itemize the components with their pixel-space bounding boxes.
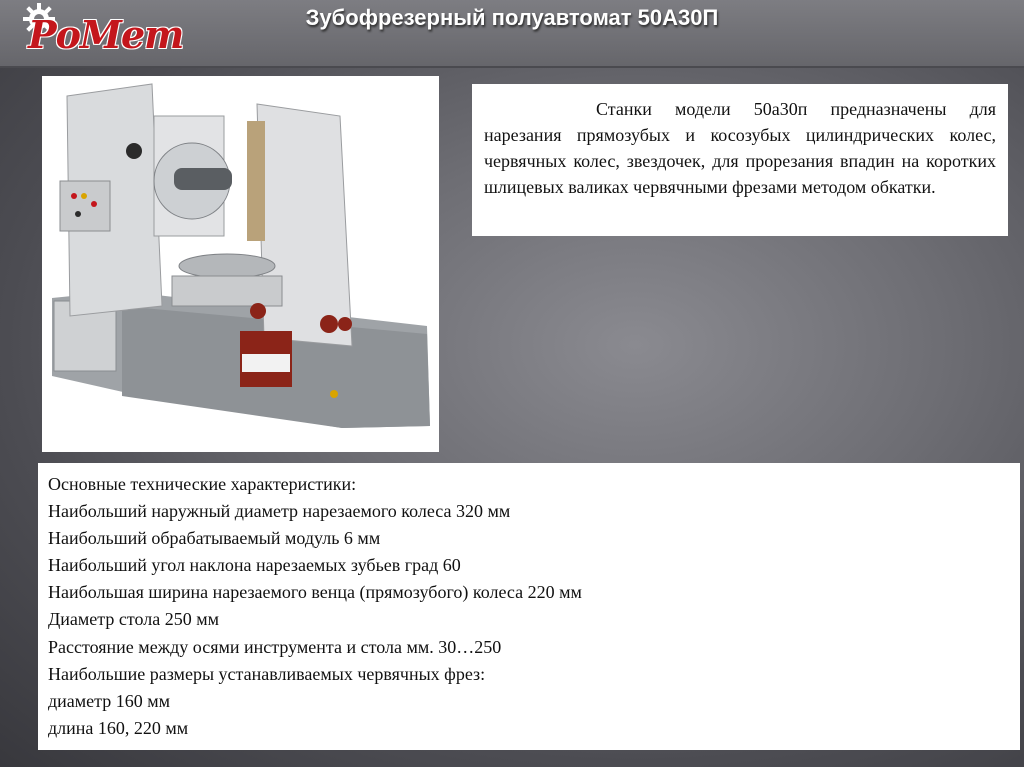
spec-line: Наибольшие размеры устанавливаемых червячных фрез: (48, 663, 486, 684)
spec-line: Расстояние между осями инструмента и стола мм. 30…250 (48, 636, 502, 657)
spec-line: Наибольший угол наклона нарезаемых зубьев град 60 (48, 555, 461, 576)
spec-line: Диаметр стола 250 мм (48, 609, 219, 630)
gear-hobbing-machine-image (42, 76, 439, 452)
spec-line: Наибольший обрабатываемый модуль 6 мм (48, 528, 381, 549)
spec-line: длина 160, 220 мм (48, 717, 189, 738)
spec-line: диаметр 160 мм (48, 690, 171, 711)
spec-line: Наибольший наружный диаметр нарезаемого колеса 320 мм (48, 501, 511, 522)
spec-heading: Основные технические характеристики: (48, 474, 357, 494)
logo-text: РоМет (28, 12, 184, 57)
machine-photo (42, 76, 439, 452)
page-title: Зубофрезерный полуавтомат 50А30П (305, 5, 719, 30)
header-bar (0, 0, 1024, 68)
machine-description: Станки модели 50а30п предназначены для нарезания прямозубых и косозубых цилиндрических колес, червячных колес, звездочек, для прорезания впадин на коротких шлицевых валиках червячными фрезами методом обкатки. (472, 84, 1008, 236)
specifications-box (38, 463, 1020, 750)
spec-line: Наибольшая ширина нарезаемого венца (прямозубого) колеса 220 мм (48, 582, 582, 603)
